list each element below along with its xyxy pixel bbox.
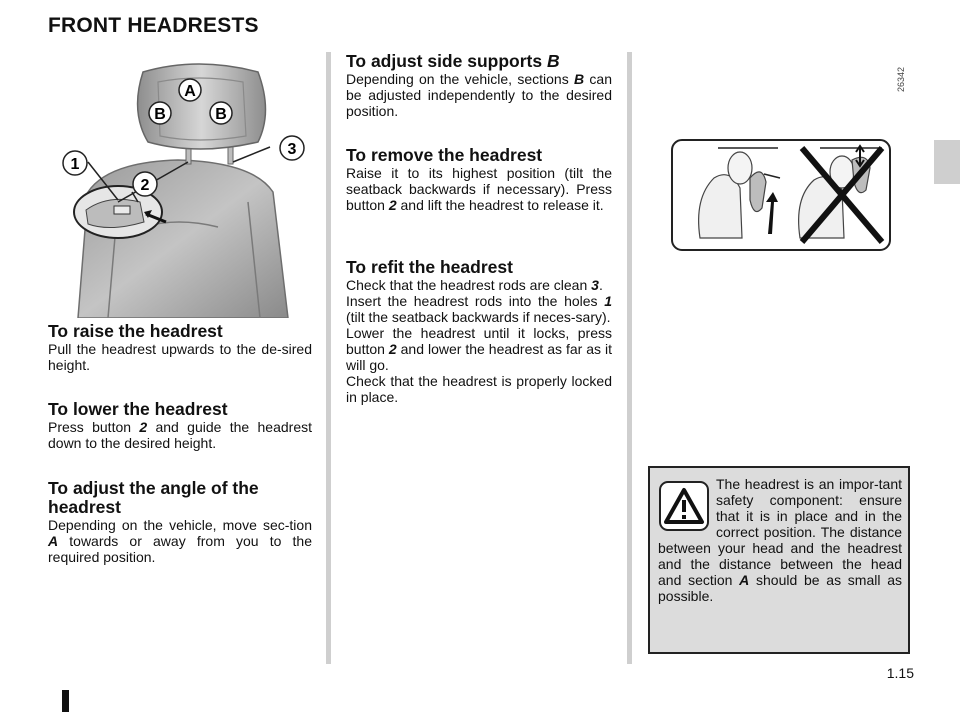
callout-2: [133, 172, 157, 196]
heading-refit: To refit the headrest: [346, 257, 513, 277]
text-angle: Depending on the vehicle, move sec-tion A towards or away from you to the required position.: [48, 517, 312, 565]
text-remove: Raise it to its highest position (tilt the seatback backwards if necessary). Press button 2 and lift the headrest to release it.: [346, 165, 612, 213]
section-adjust-angle: [48, 479, 312, 565]
text-refit-2: Insert the headrest rods into the holes 1 (tilt the seatback backwards if neces-sary).: [346, 293, 612, 325]
headrest-position-illustration: [670, 138, 892, 252]
heading-lower: To lower the headrest: [48, 399, 228, 419]
svg-text:3: 3: [287, 141, 297, 158]
heading-raise: To raise the headrest: [48, 321, 223, 341]
svg-text:B: B: [215, 106, 227, 123]
warning-box: [648, 466, 910, 654]
heading-side-supports: To adjust side supports B: [346, 51, 560, 71]
heading-angle: To adjust the angle of the headrest: [48, 478, 259, 517]
text-raise: Pull the headrest upwards to the de-sired height.: [48, 341, 312, 373]
callout-1: [63, 151, 87, 175]
callout-b-left: [149, 102, 171, 124]
callout-3: [280, 136, 304, 160]
section-side-supports: [346, 52, 612, 119]
heading-remove: To remove the headrest: [346, 145, 543, 165]
warning-triangle-icon: [658, 476, 710, 540]
section-raise-headrest: [48, 322, 312, 373]
column-divider-right: [627, 52, 632, 664]
section-refit-headrest: [346, 258, 612, 405]
chapter-tab-marker: [934, 140, 960, 184]
text-refit-3: Lower the headrest until it locks, press button 2 and lower the headrest as far as it will go.: [346, 325, 612, 373]
page-title: FRONT HEADRESTS: [48, 14, 259, 37]
column-divider-left: [326, 52, 331, 664]
section-remove-headrest: [346, 146, 612, 213]
text-lower: Press button 2 and guide the headrest down to the desired height.: [48, 419, 312, 451]
corner-mark: [62, 690, 69, 712]
warning-text: The headrest is an impor-tant safety component: ensure that it is in place and in the correct position. The distance between your head and the headrest and the distance between the head and section A should be as small as possible.: [658, 476, 902, 604]
text-refit-1: Check that the headrest rods are clean 3.: [346, 277, 603, 293]
figure-code-right: 26342: [896, 66, 906, 92]
text-refit-4: Check that the headrest is properly locked in place.: [346, 373, 612, 405]
svg-text:2: 2: [140, 177, 150, 194]
callout-a: [179, 79, 201, 101]
headrest-seat-illustration: [48, 52, 318, 318]
text-side-supports: Depending on the vehicle, sections B can be adjusted independently to the desired position.: [346, 71, 612, 119]
svg-text:1: 1: [70, 156, 80, 173]
callout-b-right: [210, 102, 232, 124]
svg-text:B: B: [154, 106, 166, 123]
page-number: 1.15: [886, 665, 914, 681]
section-lower-headrest: [48, 400, 312, 451]
svg-text:A: A: [184, 83, 196, 100]
